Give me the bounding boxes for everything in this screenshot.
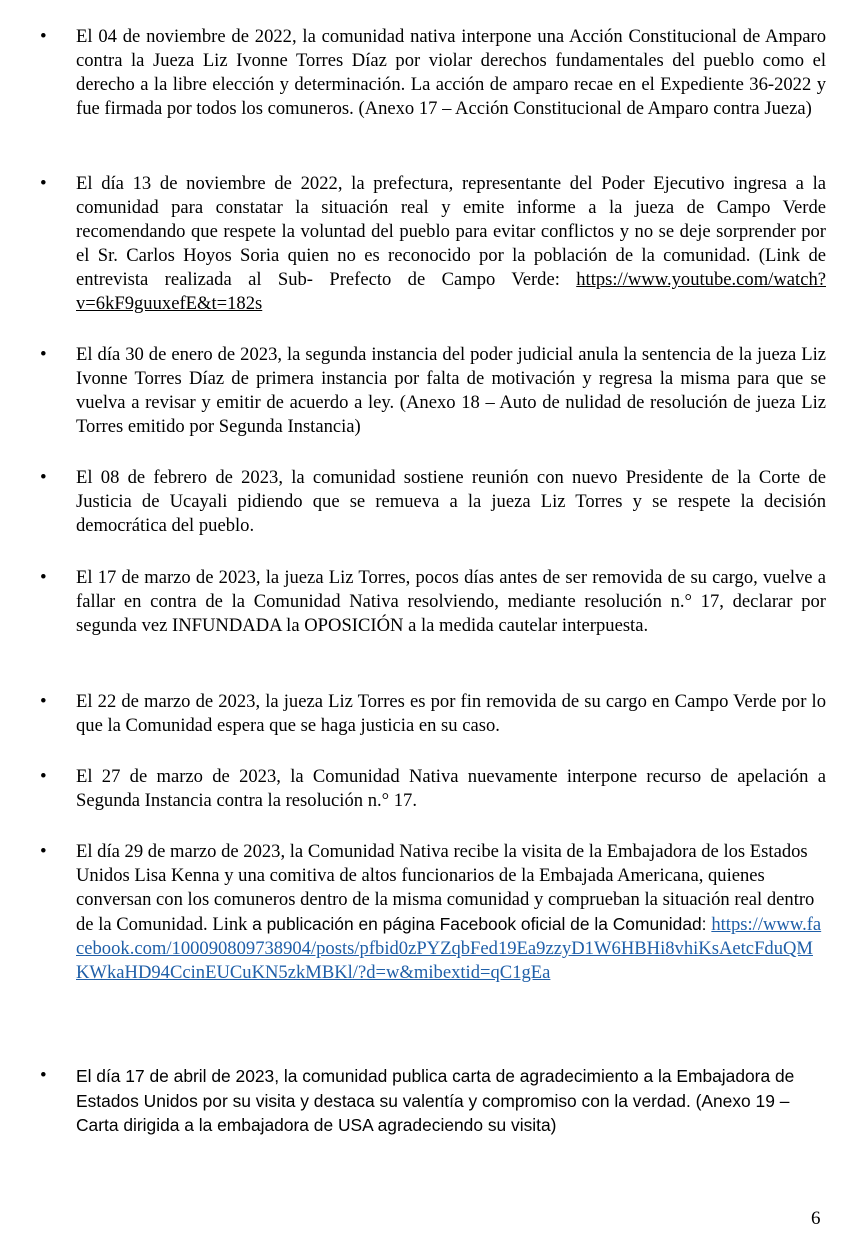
item-text: El 04 de noviembre de 2022, la comunidad nativa interpone una Acción Constitucional de Amparo contra la Jueza Liz Ivonne Torres Díaz por violar derechos fundamentales del pueblo como el derecho a la libre elección y determinación. La acción de amparo recae en el Expediente 36-2022 y fue firmada por todos los comuneros. (Anexo 17 – Acción Constitucional de Amparo contra Jueza) [76,26,826,119]
item-text [76,172,826,316]
page-number: 6 [811,1208,821,1229]
item-text: El 08 de febrero de 2023, la comunidad sostiene reunión con nuevo Presidente de la Corte de Justicia de Ucayali pidiendo que se remueva a la jueza Liz Torres y se respete la decisión democrática del pueblo. [76,467,826,536]
list-item [40,343,826,439]
bullet-icon: • [40,841,47,862]
list-item [40,840,826,985]
bullet-icon: • [40,567,47,588]
bullet-icon: • [40,691,47,712]
bullet-icon: • [40,26,47,47]
youtube-link[interactable]: https://www.youtube.com/watch?v=6kF9guuxefE&t=182s [76,269,826,314]
list-item [40,172,826,316]
bullet-icon: • [40,766,47,787]
item-text-body: El día 29 de marzo de 2023, la Comunidad Nativa recibe la visita de la Embajadora de los Estados Unidos Lisa Kenna y una comitiva de altos funcionarios de la Embajada Americana, quienes conversan con los comuneros dentro de la misma comunidad y comprueban la situación real dentro de la Comunidad. Link [76,841,815,935]
list-item [40,25,826,121]
bullet-icon: • [40,173,47,194]
bullet-icon: • [40,467,47,488]
item-text: El 17 de marzo de 2023, la jueza Liz Torres, pocos días antes de ser removida de su cargo, vuelve a fallar en contra de la Comunidad Nativa resolviendo, mediante resolución n.° 17, declarar por segunda vez INFUNDADA la OPOSICIÓN a la medida cautelar interpuesta. [76,567,826,636]
item-text [76,840,826,985]
list-item [40,466,826,538]
list-item [40,566,826,638]
item-text: El día 17 de abril de 2023, la comunidad publica carta de agradecimiento a la Embajadora de Estados Unidos por su visita y destaca su valentía y compromiso con la verdad. (Anexo 19 – Carta dirigida a la embajadora de USA agradeciendo su visita) [76,1066,795,1135]
item-text-continued: a publicación en página Facebook oficial de la Comunidad: [252,914,712,934]
facebook-link[interactable]: https://www.facebook.com/100090809738904/posts/pfbid0zPYZqbFed19Ea9zzyD1W6HBHi8vhiKsAetcFduQMKWkaHD94CcinEUCuKN5zkMBKl/?d=w&mibextid=qC1gEa [76,914,822,983]
bullet-icon: • [40,1065,47,1086]
item-text: El 27 de marzo de 2023, la Comunidad Nativa nuevamente interpone recurso de apelación a Segunda Instancia contra la resolución n.° 17. [76,766,826,811]
list-item [40,690,826,738]
list-item [40,1064,826,1138]
item-text: El 22 de marzo de 2023, la jueza Liz Torres es por fin removida de su cargo en Campo Verde por lo que la Comunidad espera que se haga justicia en su caso. [76,691,826,736]
item-text-body: El día 13 de noviembre de 2022, la prefectura, representante del Poder Ejecutivo ingresa a la comunidad para constatar la situación real y emite informe a la jueza de Campo Verde recomendando que respete la voluntad del pueblo para evitar conflictos y no se deje sorprender por el Sr. Carlos Hoyos Soria quien no es reconocido por la población de la comunidad. (Link de entrevista realizada al Sub- Prefecto de Campo Verde: [76,173,826,290]
item-text: El día 30 de enero de 2023, la segunda instancia del poder judicial anula la sentencia de la jueza Liz Ivonne Torres Díaz de primera instancia por falta de motivación y regresa la misma para que se vuelva a revisar y emitir de acuerdo a ley. (Anexo 18 – Auto de nulidad de resolución de jueza Liz Torres emitido por Segunda Instancia) [76,344,826,437]
list-item [40,765,826,813]
bullet-icon: • [40,344,47,365]
